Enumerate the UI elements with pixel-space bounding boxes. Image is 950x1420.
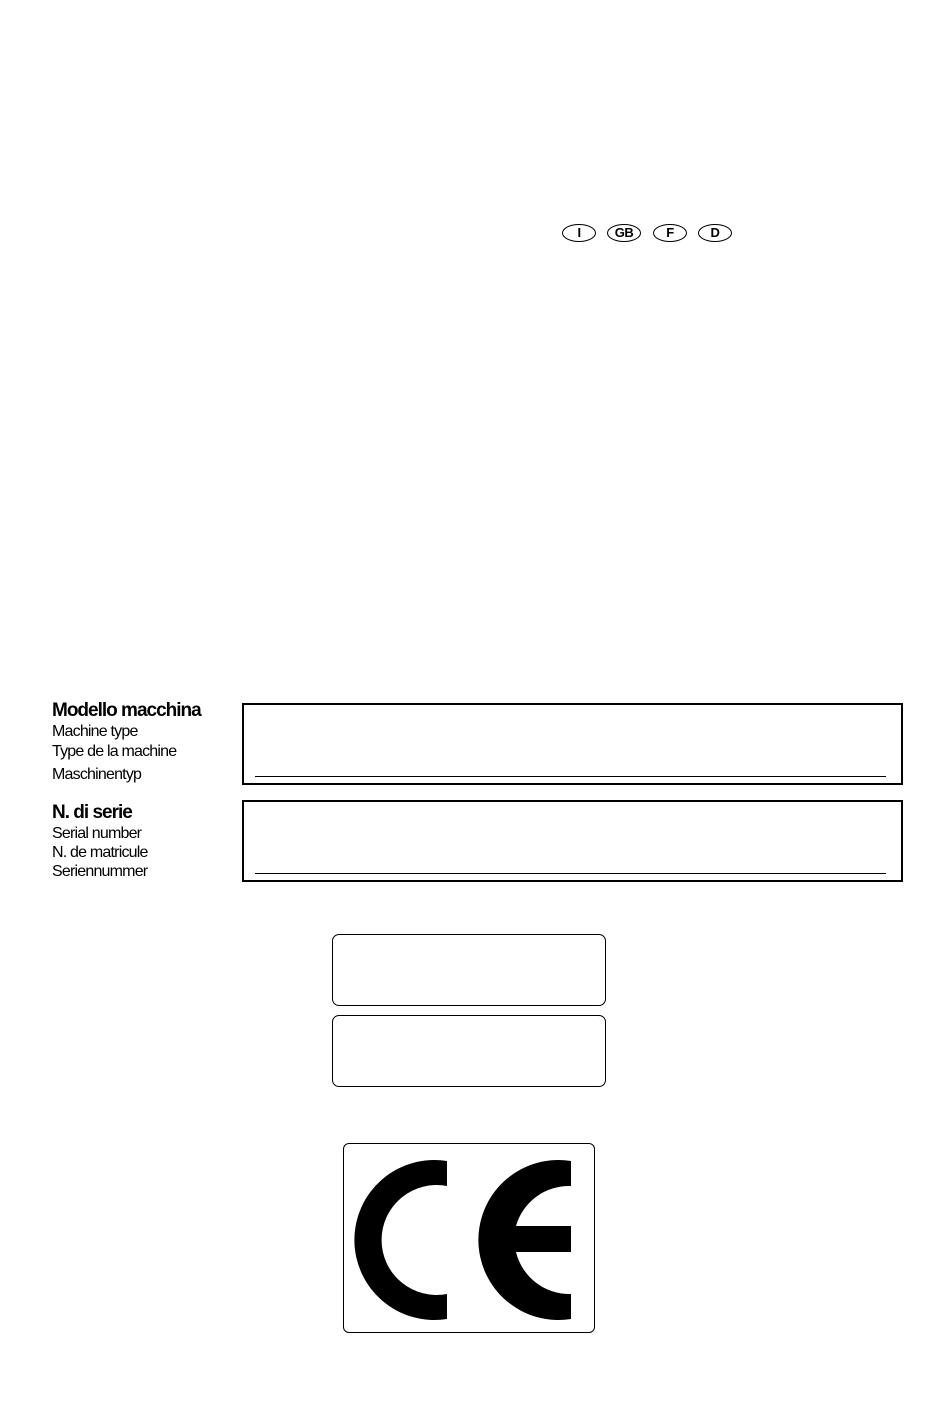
machine-type-label-it: Modello macchina xyxy=(52,700,201,721)
serial-number-field[interactable] xyxy=(242,800,903,882)
machine-type-label-fr: Type de la machine xyxy=(52,743,177,760)
language-badge-it: I xyxy=(562,224,596,242)
language-badge-gb: GB xyxy=(607,224,641,242)
machine-type-label-de: Maschinentyp xyxy=(52,766,142,783)
rating-plate-2 xyxy=(332,1015,606,1087)
language-badge-de: D xyxy=(698,224,732,242)
ce-mark-e xyxy=(478,1160,571,1320)
serial-number-label-en: Serial number xyxy=(52,825,142,842)
ce-mark-frame xyxy=(343,1143,595,1333)
ce-mark-icon xyxy=(344,1144,596,1334)
rating-plate-1 xyxy=(332,934,606,1006)
machine-type-field[interactable] xyxy=(242,703,903,785)
serial-number-underline xyxy=(255,873,886,874)
serial-number-labels xyxy=(52,802,232,881)
serial-number-label-fr: N. de matricule xyxy=(52,844,148,861)
serial-number-label-it: N. di serie xyxy=(52,802,132,823)
language-badge-fr: F xyxy=(653,224,687,242)
machine-type-labels xyxy=(52,700,232,785)
serial-number-label-de: Seriennummer xyxy=(52,863,148,880)
machine-type-underline xyxy=(255,776,886,777)
machine-type-label-en: Machine type xyxy=(52,723,138,740)
ce-mark-c xyxy=(354,1160,447,1320)
